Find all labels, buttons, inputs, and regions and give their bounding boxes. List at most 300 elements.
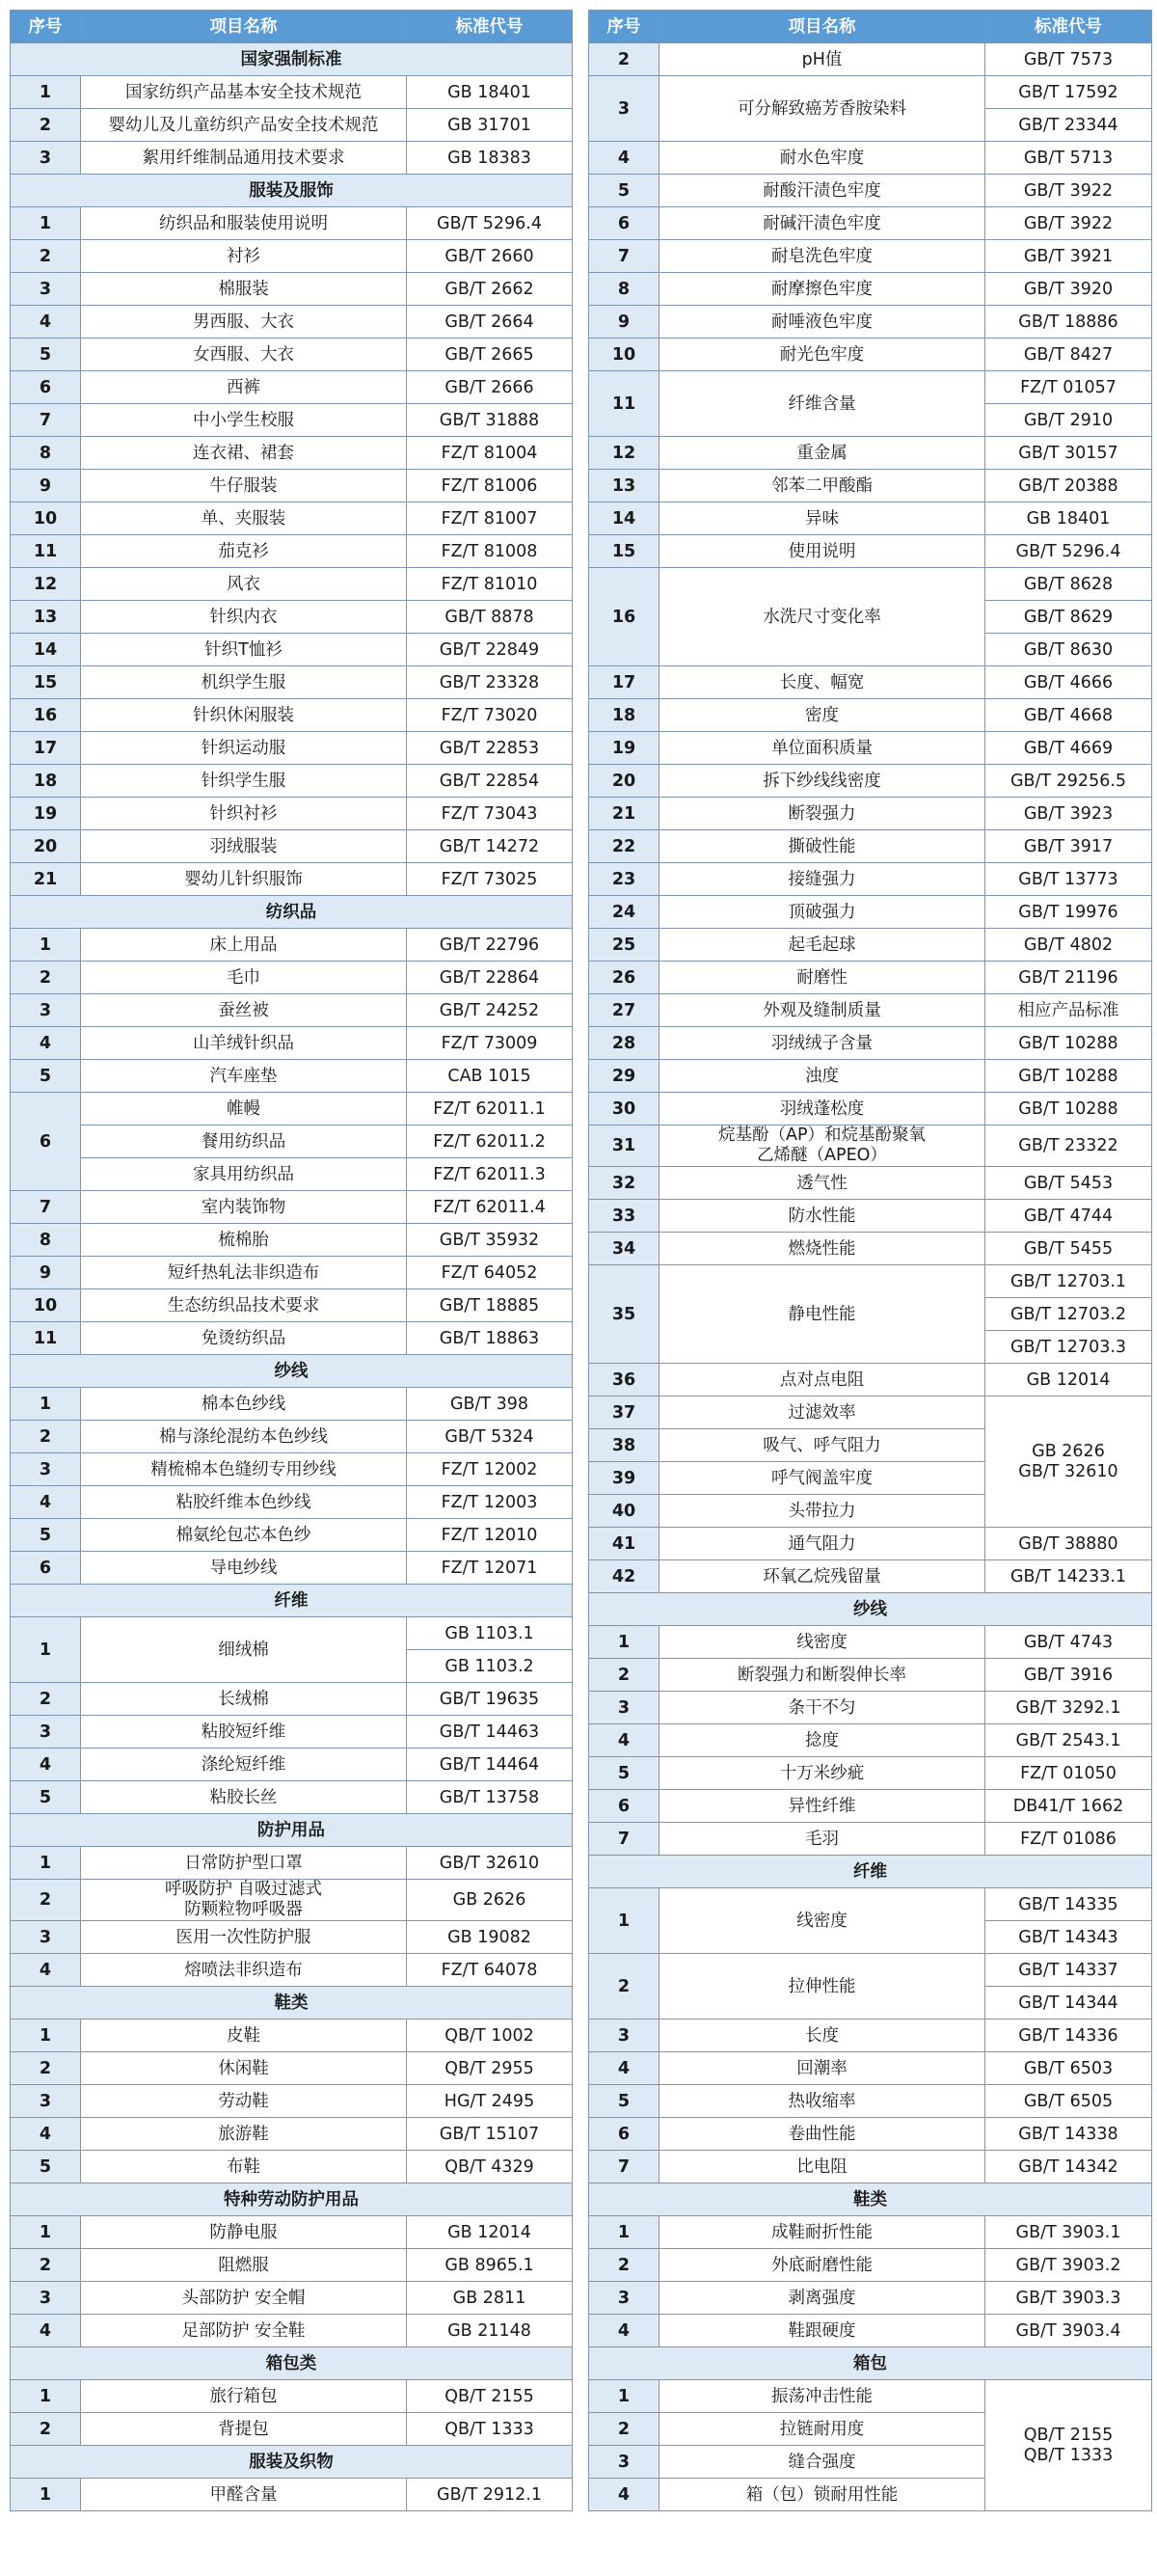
section-title: 纱线 [589, 1593, 1152, 1626]
seq-cell: 2 [11, 2413, 81, 2446]
table-row [11, 1125, 573, 1158]
table-row [589, 1265, 1152, 1298]
seq-cell: 2 [11, 2052, 81, 2085]
standard-code: 相应产品标准 [985, 994, 1152, 1027]
standard-code: GB/T 38880 [985, 1528, 1152, 1560]
item-name: 针织内衣 [81, 601, 407, 634]
table-row [589, 1888, 1152, 1921]
item-name: 断裂强力和断裂伸长率 [659, 1659, 985, 1692]
item-name: 顶破强力 [659, 896, 985, 929]
standard-code: QB/T 4329 [407, 2151, 573, 2183]
item-name: 异味 [659, 502, 985, 535]
table-row [11, 830, 573, 863]
table-row [589, 699, 1152, 732]
item-name: 茄克衫 [81, 535, 407, 568]
item-name: 比电阻 [659, 2151, 985, 2183]
standard-code: FZ/T 62011.1 [407, 1093, 573, 1125]
standard-code: GB/T 14464 [407, 1749, 573, 1781]
standard-code: GB/T 23322 [985, 1125, 1152, 1167]
standard-code: FZ/T 73043 [407, 798, 573, 830]
standard-code: GB 12014 [407, 2216, 573, 2249]
standard-code: GB 21148 [407, 2315, 573, 2347]
table-row [11, 1486, 573, 1519]
standard-code: FZ/T 12071 [407, 1552, 573, 1585]
seq-cell: 21 [11, 863, 81, 896]
seq-cell: 6 [589, 1790, 659, 1823]
seq-cell: 3 [11, 1921, 81, 1954]
standard-code: FZ/T 81004 [407, 437, 573, 470]
seq-cell: 18 [11, 765, 81, 798]
standard-code: HG/T 2495 [407, 2085, 573, 2118]
seq-cell: 14 [11, 634, 81, 666]
seq-cell: 30 [589, 1093, 659, 1125]
item-name: 点对点电阻 [659, 1364, 985, 1396]
item-name: 毛羽 [659, 1823, 985, 1856]
header-seq: 序号 [11, 11, 81, 43]
table-row [589, 962, 1152, 994]
item-name: 家具用纺织品 [81, 1158, 407, 1191]
item-name: 燃烧性能 [659, 1233, 985, 1265]
table-row [11, 2249, 573, 2282]
seq-cell: 3 [589, 2446, 659, 2479]
seq-cell: 10 [11, 502, 81, 535]
item-name: 免烫纺织品 [81, 1322, 407, 1355]
table-row [589, 1724, 1152, 1757]
seq-cell: 1 [11, 929, 81, 962]
item-name: 羽绒蓬松度 [659, 1093, 985, 1125]
seq-cell: 1 [589, 1626, 659, 1659]
section-title: 箱包 [589, 2347, 1152, 2380]
item-name: 精梳棉本色缝纫专用纱线 [81, 1453, 407, 1486]
standard-code: GB 18401 [407, 76, 573, 109]
item-name: 回潮率 [659, 2052, 985, 2085]
item-name: 箱（包）锁耐用性能 [659, 2479, 985, 2511]
item-name: 粘胶长丝 [81, 1781, 407, 1814]
standard-code: GB/T 14338 [985, 2118, 1152, 2151]
item-name: 蚕丝被 [81, 994, 407, 1027]
table-row [11, 306, 573, 339]
item-name: 足部防护 安全鞋 [81, 2315, 407, 2347]
standard-code: GB/T 31888 [407, 404, 573, 437]
seq-cell: 3 [11, 2282, 81, 2315]
standard-code: GB/T 4669 [985, 732, 1152, 765]
item-name: 线密度 [659, 1626, 985, 1659]
item-name: 针织学生服 [81, 765, 407, 798]
seq-cell: 12 [11, 568, 81, 601]
standard-code: GB/T 14344 [985, 1987, 1152, 2020]
item-name: 密度 [659, 699, 985, 732]
standard-code: FZ/T 73025 [407, 863, 573, 896]
table-row [589, 2151, 1152, 2183]
seq-cell: 3 [11, 2085, 81, 2118]
table-row [11, 1257, 573, 1289]
seq-cell: 3 [11, 994, 81, 1027]
table-row [11, 1322, 573, 1355]
table-row [11, 732, 573, 765]
seq-cell: 8 [589, 273, 659, 306]
item-name: 捻度 [659, 1724, 985, 1757]
table-row [589, 1692, 1152, 1724]
item-name: 起毛起球 [659, 929, 985, 962]
table-row [589, 1659, 1152, 1692]
table-row [589, 1060, 1152, 1093]
table-row [11, 1749, 573, 1781]
seq-cell: 34 [589, 1233, 659, 1265]
item-name: 连衣裙、裙套 [81, 437, 407, 470]
seq-cell: 2 [589, 2413, 659, 2446]
seq-cell: 12 [589, 437, 659, 470]
table-row [589, 1396, 1152, 1429]
seq-cell: 1 [589, 1888, 659, 1954]
table-row [11, 502, 573, 535]
standard-code: GB/T 10288 [985, 1027, 1152, 1060]
item-name: 梳棉胎 [81, 1224, 407, 1257]
item-name: 纤维含量 [659, 371, 985, 437]
seq-cell: 6 [11, 371, 81, 404]
table-row [589, 76, 1152, 109]
table-row [11, 2020, 573, 2052]
item-name: 邻苯二甲酸酯 [659, 470, 985, 502]
standard-code: GB/T 5296.4 [407, 207, 573, 240]
standard-code: GB/T 3903.4 [985, 2315, 1152, 2347]
item-name: 旅游鞋 [81, 2118, 407, 2151]
seq-cell: 1 [11, 2479, 81, 2511]
standard-code: GB/T 17592 [985, 76, 1152, 109]
standard-code: FZ/T 01057 [985, 371, 1152, 404]
standard-code: GB/T 8628 [985, 568, 1152, 601]
standard-code: GB/T 2543.1 [985, 1724, 1152, 1757]
table-row [11, 273, 573, 306]
seq-cell: 16 [11, 699, 81, 732]
item-name: 拆下纱线线密度 [659, 765, 985, 798]
item-name: 线密度 [659, 1888, 985, 1954]
seq-cell: 33 [589, 1200, 659, 1233]
item-name: 羽绒绒子含量 [659, 1027, 985, 1060]
table-row [589, 2282, 1152, 2315]
standard-code: GB/T 8629 [985, 601, 1152, 634]
seq-cell: 2 [11, 240, 81, 273]
seq-cell: 1 [11, 76, 81, 109]
section-row [11, 175, 573, 207]
section-row [11, 1987, 573, 2020]
standard-code: GB/T 3920 [985, 273, 1152, 306]
table-row [11, 1421, 573, 1453]
seq-cell: 9 [11, 1257, 81, 1289]
seq-cell: 39 [589, 1462, 659, 1495]
item-name: 生态纺织品技术要求 [81, 1289, 407, 1322]
standard-code: GB/T 23344 [985, 109, 1152, 142]
standard-code: GB/T 3921 [985, 240, 1152, 273]
table-row [11, 929, 573, 962]
table-row [11, 568, 573, 601]
item-name: 耐唾液色牢度 [659, 306, 985, 339]
item-name: 涤纶短纤维 [81, 1749, 407, 1781]
seq-cell: 25 [589, 929, 659, 962]
item-name: 劳动鞋 [81, 2085, 407, 2118]
table-row [589, 142, 1152, 175]
item-name: 粘胶短纤维 [81, 1716, 407, 1749]
table-row [11, 1716, 573, 1749]
table-row [11, 240, 573, 273]
standard-code: GB/T 22854 [407, 765, 573, 798]
seq-cell: 6 [589, 207, 659, 240]
table-row [589, 371, 1152, 404]
standard-code: GB/T 3916 [985, 1659, 1152, 1692]
standard-code: GB/T 5453 [985, 1167, 1152, 1200]
item-name: 短纤热轧法非织造布 [81, 1257, 407, 1289]
seq-cell: 1 [11, 2380, 81, 2413]
seq-cell: 4 [11, 2315, 81, 2347]
seq-cell: 5 [11, 1781, 81, 1814]
item-name: 风衣 [81, 568, 407, 601]
section-title: 纤维 [589, 1856, 1152, 1888]
standard-code: GB/T 12703.2 [985, 1298, 1152, 1331]
seq-cell: 2 [589, 43, 659, 76]
standard-code: GB 31701 [407, 109, 573, 142]
standard-code-shared: QB/T 2155 QB/T 1333 [985, 2380, 1152, 2511]
item-name: 呼吸防护 自吸过滤式 防颗粒物呼吸器 [81, 1880, 407, 1921]
standard-code: GB/T 2662 [407, 273, 573, 306]
seq-cell: 1 [11, 2020, 81, 2052]
table-row [11, 1027, 573, 1060]
table-row [11, 2380, 573, 2413]
seq-cell: 6 [589, 2118, 659, 2151]
seq-cell: 7 [11, 404, 81, 437]
standard-code: GB/T 4666 [985, 666, 1152, 699]
table-row [11, 1453, 573, 1486]
table-row [11, 634, 573, 666]
standards-table-left [10, 10, 573, 2511]
section-row [589, 1593, 1152, 1626]
seq-cell: 5 [589, 2085, 659, 2118]
seq-cell: 4 [589, 2479, 659, 2511]
seq-cell: 1 [11, 1388, 81, 1421]
seq-cell: 13 [589, 470, 659, 502]
seq-cell: 5 [11, 1519, 81, 1552]
standard-code: GB/T 2665 [407, 339, 573, 371]
item-name: 耐水色牢度 [659, 142, 985, 175]
item-name: 环氧乙烷残留量 [659, 1560, 985, 1593]
standard-code: GB/T 5455 [985, 1233, 1152, 1265]
header-item-name: 项目名称 [659, 11, 985, 43]
standard-code: GB/T 13758 [407, 1781, 573, 1814]
item-name: 机织学生服 [81, 666, 407, 699]
seq-cell: 19 [589, 732, 659, 765]
standard-code: FZ/T 81008 [407, 535, 573, 568]
seq-cell: 2 [589, 1954, 659, 2020]
standard-code: GB/T 5296.4 [985, 535, 1152, 568]
section-title: 箱包类 [11, 2347, 573, 2380]
standard-code: GB/T 14337 [985, 1954, 1152, 1987]
standard-code: GB/T 19976 [985, 896, 1152, 929]
standard-code: GB 12014 [985, 1364, 1152, 1396]
standard-code: GB/T 15107 [407, 2118, 573, 2151]
item-name: 阻燃服 [81, 2249, 407, 2282]
item-name: 过滤效率 [659, 1396, 985, 1429]
seq-cell: 11 [11, 535, 81, 568]
seq-cell: 18 [589, 699, 659, 732]
item-name: 布鞋 [81, 2151, 407, 2183]
table-row [589, 1626, 1152, 1659]
table-row [11, 2282, 573, 2315]
item-name: 长绒棉 [81, 1683, 407, 1716]
seq-cell: 17 [589, 666, 659, 699]
seq-cell: 7 [589, 2151, 659, 2183]
standard-code: GB/T 6503 [985, 2052, 1152, 2085]
standard-code: GB 2811 [407, 2282, 573, 2315]
standard-code: GB/T 3903.3 [985, 2282, 1152, 2315]
seq-cell: 5 [589, 175, 659, 207]
table-row [589, 1364, 1152, 1396]
table-header-row [11, 11, 573, 43]
table-row [11, 962, 573, 994]
seq-cell: 1 [11, 1617, 81, 1683]
seq-cell: 8 [11, 437, 81, 470]
standard-code: GB/T 14272 [407, 830, 573, 863]
table-row [589, 863, 1152, 896]
standard-code: GB/T 14336 [985, 2020, 1152, 2052]
section-row [11, 896, 573, 929]
item-name: 外观及缝制质量 [659, 994, 985, 1027]
standard-code: GB/T 22849 [407, 634, 573, 666]
standard-code: GB/T 3922 [985, 207, 1152, 240]
table-row [589, 1823, 1152, 1856]
seq-cell: 31 [589, 1125, 659, 1167]
item-name: 婴幼儿及儿童纺织产品安全技术规范 [81, 109, 407, 142]
item-name: 水洗尺寸变化率 [659, 568, 985, 666]
item-name: 振荡冲击性能 [659, 2380, 985, 2413]
item-name: 甲醛含量 [81, 2479, 407, 2511]
seq-cell: 40 [589, 1495, 659, 1528]
seq-cell: 3 [589, 76, 659, 142]
table-row [589, 43, 1152, 76]
item-name: 断裂强力 [659, 798, 985, 830]
item-name: 针织运动服 [81, 732, 407, 765]
section-row [11, 43, 573, 76]
seq-cell: 27 [589, 994, 659, 1027]
seq-cell: 15 [589, 535, 659, 568]
item-name: 男西服、大衣 [81, 306, 407, 339]
seq-cell: 1 [589, 2216, 659, 2249]
table-row [589, 1233, 1152, 1265]
seq-cell: 2 [11, 1880, 81, 1921]
table-row [11, 339, 573, 371]
standard-code: GB/T 14463 [407, 1716, 573, 1749]
item-name: 帷幔 [81, 1093, 407, 1125]
table-row [11, 765, 573, 798]
standard-code: GB/T 23328 [407, 666, 573, 699]
standard-code: FZ/T 01050 [985, 1757, 1152, 1790]
standard-code: GB/T 4743 [985, 1626, 1152, 1659]
standard-code: GB/T 8878 [407, 601, 573, 634]
standards-table-right [588, 10, 1152, 2511]
table-row [589, 306, 1152, 339]
seq-cell: 3 [11, 142, 81, 175]
standard-code: FZ/T 62011.2 [407, 1125, 573, 1158]
standard-code: GB/T 10288 [985, 1060, 1152, 1093]
item-name: 耐酸汗渍色牢度 [659, 175, 985, 207]
item-name: 重金属 [659, 437, 985, 470]
table-row [11, 798, 573, 830]
seq-cell: 2 [11, 962, 81, 994]
seq-cell: 1 [11, 2216, 81, 2249]
item-name: 针织T恤衫 [81, 634, 407, 666]
item-name: 使用说明 [659, 535, 985, 568]
seq-cell: 10 [11, 1289, 81, 1322]
table-row [11, 1289, 573, 1322]
seq-cell: 6 [11, 1093, 81, 1191]
section-row [11, 2446, 573, 2479]
item-name: 接缝强力 [659, 863, 985, 896]
item-name: 休闲鞋 [81, 2052, 407, 2085]
seq-cell: 3 [11, 1716, 81, 1749]
seq-cell: 2 [11, 2249, 81, 2282]
table-row [11, 404, 573, 437]
item-name: 烷基酚（AP）和烷基酚聚氧 乙烯醚（APEO） [659, 1125, 985, 1167]
standard-code: GB 18401 [985, 502, 1152, 535]
seq-cell: 29 [589, 1060, 659, 1093]
item-name: 长度、幅宽 [659, 666, 985, 699]
item-name: 羽绒服装 [81, 830, 407, 863]
item-name: 西裤 [81, 371, 407, 404]
section-title: 服装及织物 [11, 2446, 573, 2479]
standard-code: GB/T 2666 [407, 371, 573, 404]
section-title: 鞋类 [589, 2183, 1152, 2216]
item-name: 头部防护 安全帽 [81, 2282, 407, 2315]
standard-code: GB/T 4668 [985, 699, 1152, 732]
standard-code: GB/T 3917 [985, 830, 1152, 863]
item-name: 耐碱汗渍色牢度 [659, 207, 985, 240]
section-title: 纺织品 [11, 896, 573, 929]
table-row [589, 2085, 1152, 2118]
table-row [589, 470, 1152, 502]
table-row [589, 502, 1152, 535]
standard-code: GB/T 14335 [985, 1888, 1152, 1921]
item-name: 粘胶纤维本色纱线 [81, 1486, 407, 1519]
standard-code: GB/T 18886 [985, 306, 1152, 339]
table-row [11, 994, 573, 1027]
standard-code: FZ/T 62011.3 [407, 1158, 573, 1191]
seq-cell: 7 [11, 1191, 81, 1224]
table-row [11, 1519, 573, 1552]
section-row [589, 2183, 1152, 2216]
table-row [11, 601, 573, 634]
item-name: 头带拉力 [659, 1495, 985, 1528]
standard-code: GB/T 2664 [407, 306, 573, 339]
seq-cell: 4 [589, 1724, 659, 1757]
standard-code: GB/T 12703.1 [985, 1265, 1152, 1298]
table-row [589, 207, 1152, 240]
table-row [589, 2020, 1152, 2052]
item-name: 外底耐磨性能 [659, 2249, 985, 2282]
standard-code: FZ/T 01086 [985, 1823, 1152, 1856]
table-row [589, 1790, 1152, 1823]
item-name: 棉与涤纶混纺本色纱线 [81, 1421, 407, 1453]
standard-code: GB/T 7573 [985, 43, 1152, 76]
standard-code: GB/T 3923 [985, 798, 1152, 830]
table-row [11, 1921, 573, 1954]
table-row [589, 929, 1152, 962]
table-row [11, 1060, 573, 1093]
seq-cell: 15 [11, 666, 81, 699]
table-row [589, 896, 1152, 929]
section-row [11, 2347, 573, 2380]
table-row [589, 273, 1152, 306]
seq-cell: 22 [589, 830, 659, 863]
item-name: 室内装饰物 [81, 1191, 407, 1224]
table-row [11, 1224, 573, 1257]
standard-code: QB/T 2155 [407, 2380, 573, 2413]
